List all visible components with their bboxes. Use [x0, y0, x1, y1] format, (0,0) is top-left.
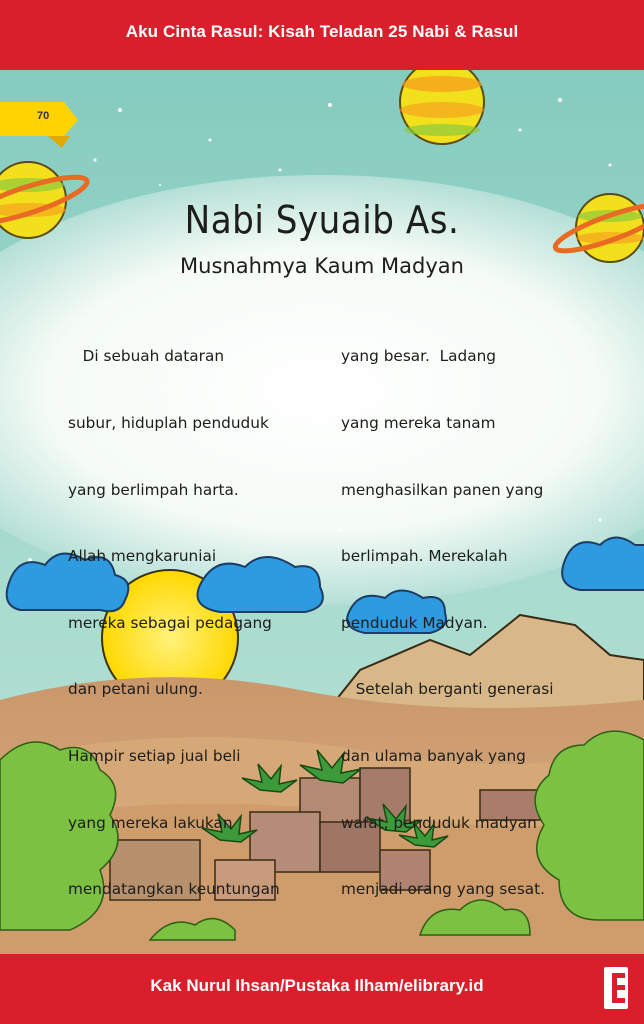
text-line: penduduk Madyan. [341, 613, 488, 632]
text-line: wafat, penduduk madyan [341, 813, 537, 832]
text-line: subur, hiduplah penduduk [68, 414, 269, 433]
text-line: Allah mengkaruniai [68, 547, 217, 566]
text-line: mendatangkan keuntungan [68, 880, 280, 899]
planet-top [400, 70, 484, 144]
header-band [0, 0, 644, 70]
text-line: yang besar. Ladang [341, 347, 497, 366]
text-line: mereka sebagai pedagang [68, 613, 272, 632]
text-line: Di sebuah dataran [68, 347, 225, 366]
story-column-right [341, 301, 553, 945]
footer-band [0, 954, 644, 1024]
text-line: yang berlimpah harta. [68, 480, 239, 499]
text-line: yang mereka lakukan [68, 813, 233, 832]
text-line: dan petani ulung. [68, 680, 203, 699]
elibrary-logo [604, 967, 628, 1009]
text-line: berlimpah. Merekalah [341, 547, 508, 566]
text-line: menjadi orang yang sesat. [341, 880, 546, 899]
story-subtitle: Musnahmya Kaum Madyan [180, 254, 464, 278]
footer-credit: Kak Nurul Ihsan/Pustaka Ilham/elibrary.id [150, 976, 484, 995]
page-number: 70 [37, 110, 50, 122]
text-line: Setelah berganti generasi [341, 680, 554, 699]
text-line: dan ulama banyak yang [341, 747, 526, 766]
book-title: Aku Cinta Rasul: Kisah Teladan 25 Nabi & Rasul [125, 22, 519, 41]
text-line: Hampir setiap jual beli [68, 747, 241, 766]
page-number-ribbon [0, 96, 80, 148]
text-line: yang mereka tanam [341, 414, 496, 433]
story-column-left [68, 301, 280, 945]
text-line: menghasilkan panen yang [341, 480, 544, 499]
story-title: Nabi Syuaib As. [184, 198, 460, 242]
